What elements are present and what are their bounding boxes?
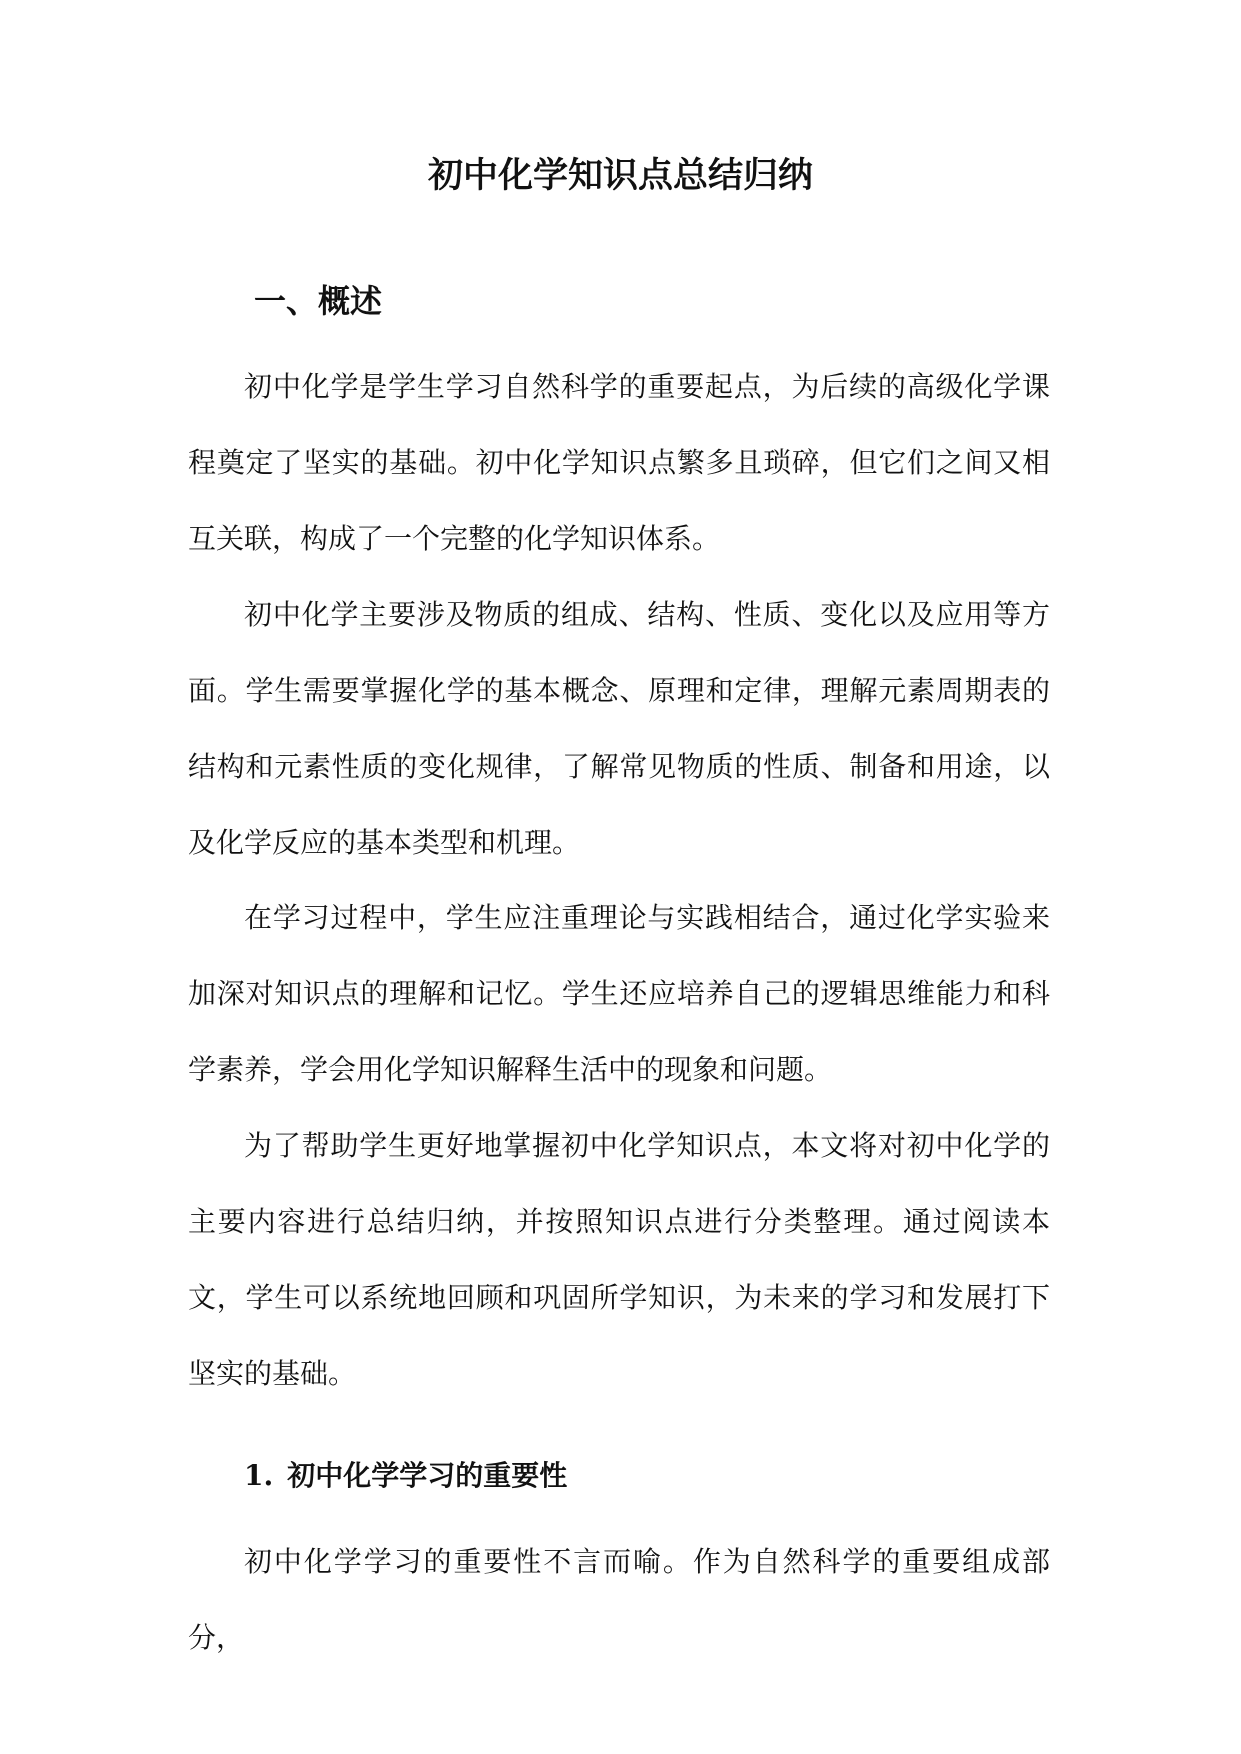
paragraph: 初中化学主要涉及物质的组成、结构、性质、变化以及应用等方面。学生需要掌握化学的基本概念、原理和定律，理解元素周期表的结构和元素性质的变化规律，了解常见物质的性质、制备和用途，以及化学反应的基本类型和机理。 — [188, 598, 1050, 859]
paragraph: 初中化学学习的重要性不言而喻。作为自然科学的重要组成部分， — [188, 1545, 1050, 1654]
subsection-title: 初中化学学习的重要性 — [287, 1459, 568, 1492]
section-heading-overview: 一、概述 — [254, 282, 383, 320]
subsection-heading-importance — [244, 1455, 567, 1497]
document-title: 初中化学知识点总结归纳 — [427, 155, 813, 196]
paragraph: 为了帮助学生更好地掌握初中化学知识点，本文将对初中化学的主要内容进行总结归纳，并按照知识点进行分类整理。通过阅读本文，学生可以系统地回顾和巩固所学知识，为未来的学习和发展打下坚实的基础。 — [188, 1129, 1050, 1390]
subsection-number: 1. — [244, 1459, 274, 1492]
paragraph: 初中化学是学生学习自然科学的重要起点，为后续的高级化学课程奠定了坚实的基础。初中化学知识点繁多且琐碎，但它们之间又相互关联，构成了一个完整的化学知识体系。 — [188, 370, 1050, 555]
paragraph: 在学习过程中，学生应注重理论与实践相结合，通过化学实验来加深对知识点的理解和记忆。学生还应培养自己的逻辑思维能力和科学素养，学会用化学知识解释生活中的现象和问题。 — [188, 901, 1050, 1086]
